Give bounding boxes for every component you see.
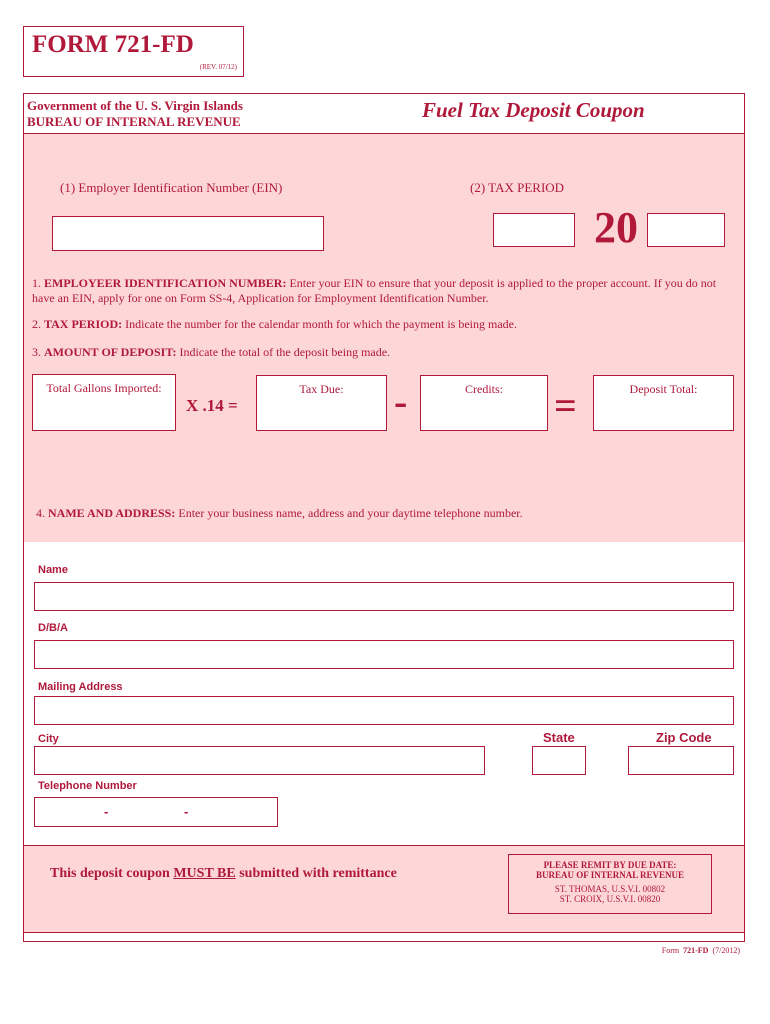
- state-input[interactable]: [532, 746, 586, 775]
- tax-period-month-input[interactable]: [493, 213, 575, 247]
- government-name: Government of the U. S. Virgin Islands: [27, 98, 243, 113]
- form-revision: (REV. 07/12): [199, 63, 237, 71]
- name-label: Name: [38, 564, 68, 576]
- remittance-section: [24, 845, 744, 933]
- credits-box[interactable]: [420, 375, 548, 431]
- deposit-total-label: Deposit Total:: [629, 382, 698, 396]
- total-gallons-label: Total Gallons Imported:: [46, 381, 162, 395]
- total-gallons-box[interactable]: [32, 374, 176, 431]
- remit-address-box: [508, 854, 712, 914]
- form-number: FORM 721-FD: [32, 31, 194, 58]
- remit-heading: PLEASE REMIT BY DUE DATE:: [543, 860, 677, 870]
- city-label: City: [38, 733, 59, 745]
- coupon-header: [24, 94, 744, 134]
- tax-period-label: (2) TAX PERIOD: [470, 180, 565, 195]
- ein-input[interactable]: [52, 216, 324, 251]
- instructions-section: [24, 134, 744, 542]
- instruction-tax-period: 2. TAX PERIOD: Indicate the number for the calendar month for which the payment is being made.: [32, 317, 517, 331]
- instruction-ein: 1. EMPLOYEER IDENTIFICATION NUMBER: Enter your EIN to ensure that your deposit is applied to the proper account. If you do not have an EIN, apply for one on Form SS-4, Application for Employment Identification Number.: [32, 276, 717, 305]
- ein-label: (1) Employer Identification Number (EIN): [60, 180, 283, 195]
- bureau-name: BUREAU OF INTERNAL REVENUE: [27, 114, 241, 129]
- remit-address-st-croix: ST. CROIX, U.S.V.I. 00820: [559, 894, 661, 904]
- telephone-input[interactable]: [34, 797, 278, 827]
- name-input[interactable]: [34, 582, 734, 611]
- instruction-name-address: 4. NAME AND ADDRESS: Enter your business name, address and your daytime telephone number.: [36, 506, 523, 520]
- phone-separator: -: [104, 804, 109, 819]
- zip-code-label: Zip Code: [656, 730, 712, 745]
- minus-sign: -: [394, 379, 408, 424]
- mailing-address-input[interactable]: [34, 696, 734, 725]
- coupon-frame: [23, 93, 745, 942]
- phone-separator: -: [184, 804, 189, 819]
- instruction-amount: 3. AMOUNT OF DEPOSIT: Indicate the total of the deposit being made.: [32, 345, 391, 359]
- form-footer: Form 721-FD (7/2012): [661, 946, 740, 955]
- remit-bureau: BUREAU OF INTERNAL REVENUE: [536, 870, 684, 880]
- city-input[interactable]: [34, 746, 485, 775]
- year-prefix: 20: [594, 203, 638, 252]
- telephone-label: Telephone Number: [38, 780, 137, 792]
- credits-label: Credits:: [465, 382, 503, 396]
- deposit-total-box[interactable]: [593, 375, 734, 431]
- dba-input[interactable]: [34, 640, 734, 669]
- tax-due-box[interactable]: [256, 375, 387, 431]
- remittance-notice: This deposit coupon MUST BE submitted with remittance: [50, 866, 397, 881]
- zip-code-input[interactable]: [628, 746, 734, 775]
- tax-period-year-input[interactable]: [647, 213, 725, 247]
- remit-address-st-thomas: ST. THOMAS, U.S.V.I. 00802: [554, 884, 666, 894]
- tax-due-label: Tax Due:: [299, 382, 344, 396]
- mailing-address-label: Mailing Address: [38, 681, 123, 693]
- state-label: State: [543, 730, 575, 745]
- tax-rate-multiplier: X .14 =: [186, 396, 238, 415]
- coupon-title: Fuel Tax Deposit Coupon: [422, 98, 645, 122]
- form-id-box: [23, 26, 244, 77]
- equals-sign: =: [554, 383, 577, 428]
- dba-label: D/B/A: [38, 622, 68, 634]
